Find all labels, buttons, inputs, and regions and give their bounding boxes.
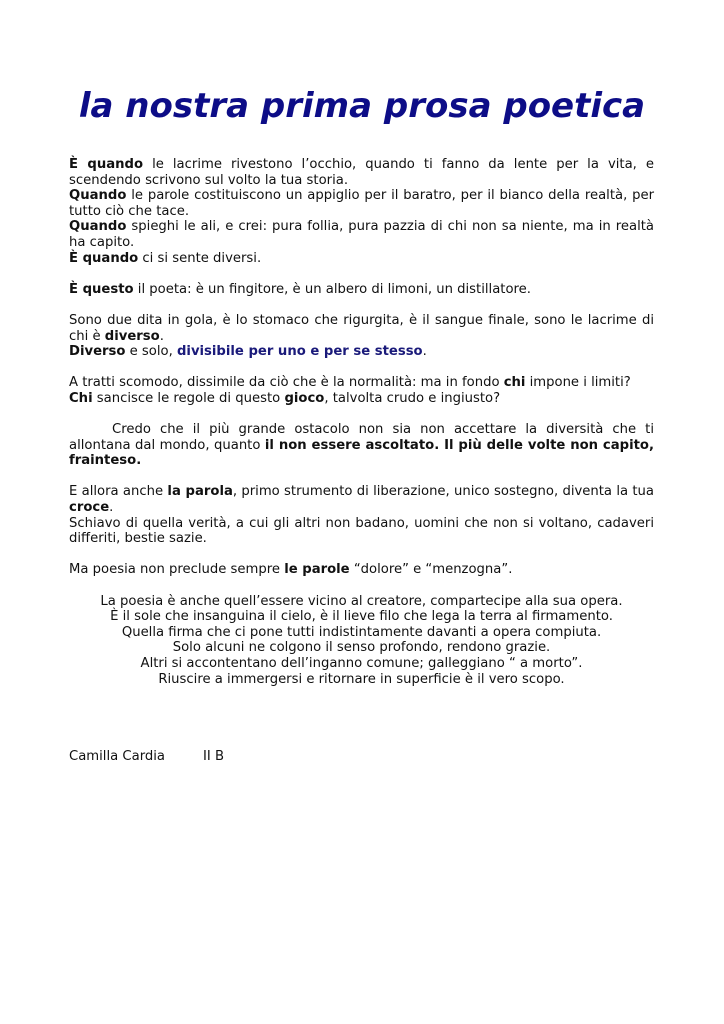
text: il poeta: è un fingitore, è un albero di limoni, un distillatore.: [133, 281, 531, 297]
text: .: [159, 328, 164, 344]
text: “dolore” e “menzogna”.: [349, 562, 513, 578]
text: Credo che il più grande ostacolo non sia non accettare la diversità che ti allontana dal mondo, quanto: [69, 422, 654, 453]
text: le parole costituiscono un appiglio per il baratro, per il bianco della realtà, per tutto ciò che tace.: [69, 188, 654, 219]
text: le lacrime rivestono l’occhio, quando ti fanno da lente per la vita, e scendendo scrivono sul volto la tua storia.: [69, 157, 655, 188]
highlight-text: divisibile per uno e per se stesso: [176, 344, 423, 360]
text: E allora anche: [69, 484, 168, 500]
bold-text: Chi: [69, 390, 93, 406]
verse-line: Altri si accontentano dell’inganno comune; galleggiano “ a morto”.: [140, 656, 583, 671]
signature: [69, 749, 224, 765]
prose-body: [69, 157, 654, 687]
text: .: [422, 344, 427, 360]
bold-text: Quando: [69, 219, 127, 235]
class-label: II B: [203, 749, 225, 764]
bold-text: chi: [503, 375, 526, 391]
author-name: Camilla Cardia: [69, 749, 165, 764]
bold-text: È quando: [69, 157, 144, 172]
bold-text: Diverso: [69, 344, 126, 360]
bold-text: diverso: [104, 328, 160, 344]
page-title: la nostra prima prosa poetica: [78, 86, 646, 126]
paragraph: [69, 313, 654, 344]
bold-text: È questo: [69, 281, 134, 297]
paragraph: [69, 391, 654, 407]
paragraph: [69, 344, 654, 360]
text: ci si sente diversi.: [138, 250, 262, 266]
text: Sono due dita in gola, è lo stomaco che rigurgita, è il sangue finale, sono le lacrime di chi è: [69, 312, 654, 344]
bold-text: È quando: [69, 250, 139, 266]
verse-block: [69, 594, 654, 688]
paragraph: [69, 484, 654, 515]
paragraph: [69, 219, 654, 250]
text: A tratti scomodo, dissimile da ciò che è la normalità: ma in fondo: [69, 375, 504, 391]
paragraph: [69, 251, 654, 267]
paragraph: [69, 157, 654, 188]
text: Schiavo di quella verità, a cui gli altri non badano, uomini che non si voltano, cadaveri differiti, bestie sazie.: [69, 515, 654, 547]
verse-line: È il sole che insanguina il cielo, è il lieve filo che lega la terra al firmamento.: [110, 609, 613, 625]
text: Ma poesia non preclude sempre: [69, 562, 285, 578]
paragraph: [69, 516, 654, 547]
text: spieghi le ali, e crei: pura follia, pura pazzia di chi non sa niente, ma in realtà ha capito.: [69, 219, 654, 250]
text: .: [109, 500, 114, 516]
paragraph: [69, 188, 654, 219]
paragraph: [69, 375, 654, 391]
text: , talvolta crudo e ingiusto?: [324, 390, 501, 406]
verse-line: Solo alcuni ne colgono il senso profondo, rendono grazie.: [172, 640, 551, 656]
verse-line: Quella firma che ci pone tutti indistintamente davanti a opera compiuta.: [121, 624, 602, 640]
verse-line: La poesia è anche quell’essere vicino al creatore, compartecipe alla sua opera.: [100, 593, 623, 609]
bold-text: Quando: [69, 188, 127, 204]
bold-text: le parole: [284, 562, 350, 578]
paragraph: [69, 282, 654, 298]
bold-text: la parola: [167, 484, 233, 500]
text: e solo,: [125, 344, 177, 360]
bold-text: il non essere ascoltato. Il più delle volte non capito, frainteso.: [69, 437, 654, 469]
paragraph: [69, 562, 654, 578]
verse-line: Riuscire a immergersi e ritornare in superficie è il vero scopo.: [158, 671, 565, 687]
text: , primo strumento di liberazione, unico sostegno, diventa la tua: [232, 484, 654, 500]
bold-text: gioco: [284, 390, 325, 406]
text: impone i limiti?: [525, 375, 631, 391]
paragraph: [69, 422, 654, 469]
text: sancisce le regole di questo: [92, 390, 285, 406]
bold-text: croce: [69, 500, 110, 516]
